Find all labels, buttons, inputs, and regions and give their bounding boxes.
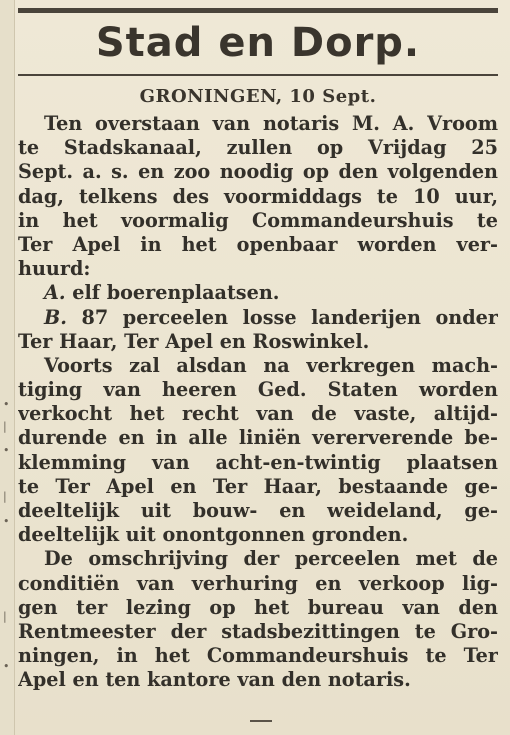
edge-mark: | — [3, 420, 7, 433]
article-line: tiging van heeren Ged. Staten worden — [18, 378, 498, 402]
article-line: Voorts zal alsdan na verkregen mach- — [44, 353, 498, 377]
article-line: klemming van acht-en-twintig plaatsen — [18, 450, 498, 474]
article-line: verkocht het recht van de vaste, altijd- — [18, 402, 498, 426]
article-line: B. 87 perceelen losse landerijen onder — [44, 305, 498, 329]
closing-dash — [250, 720, 272, 722]
article-line: deeltelijk uit bouw- en weideland, ge- — [18, 499, 498, 522]
edge-mark: • — [3, 660, 10, 673]
edge-mark: • — [3, 515, 10, 528]
article-line: te Ter Apel en Ter Haar, bestaande ge- — [18, 474, 498, 498]
article-line: huurd: — [18, 257, 91, 281]
article-line: durende en in alle liniën vererverende be- — [18, 426, 498, 450]
article-line: deeltelijk uit onontgonnen gronden. — [18, 523, 409, 547]
article-line: Apel en ten kantore van den notaris. — [18, 668, 411, 692]
list-marker: A. — [44, 281, 66, 305]
article-line: Rentmeester der stadsbezittingen te Gro- — [18, 619, 498, 643]
article-line: A. elf boerenplaatsen. — [44, 281, 280, 305]
edge-mark: | — [3, 490, 7, 503]
list-marker: B. — [44, 305, 67, 329]
dateline: GRONINGEN, 10 Sept. — [139, 86, 377, 107]
article-line: gen ter lezing op het bureau van den — [18, 595, 498, 619]
article-line: Ten overstaan van notaris M. A. Vroom — [44, 112, 498, 135]
top-rule — [18, 8, 498, 13]
article-line: conditiën van verhuring en verkoop lig- — [18, 571, 498, 595]
edge-mark: | — [3, 610, 7, 623]
masthead-rule — [18, 74, 498, 76]
article-line: Ter Haar, Ter Apel en Roswinkel. — [18, 329, 370, 353]
article-line: Sept. a. s. en zoo noodig op den volgenden — [18, 160, 498, 184]
edge-mark: • — [3, 444, 10, 457]
article-line: De omschrijving der perceelen met de — [44, 547, 498, 571]
article-line: te Stadskanaal, zullen op Vrijdag 25 — [18, 136, 498, 160]
article-line: ningen, in het Commandeurshuis te Ter — [18, 644, 498, 668]
article-line: in het voormalig Commandeurshuis te — [18, 208, 498, 232]
edge-mark: • — [3, 398, 10, 411]
article-line: Ter Apel in het openbaar worden ver- — [18, 232, 498, 256]
section-masthead: Stad en Dorp. — [95, 20, 421, 66]
article-body — [18, 112, 498, 693]
article-line: dag, telkens des voormiddags te 10 uur, — [18, 184, 498, 208]
adjacent-column-edge — [0, 0, 15, 735]
